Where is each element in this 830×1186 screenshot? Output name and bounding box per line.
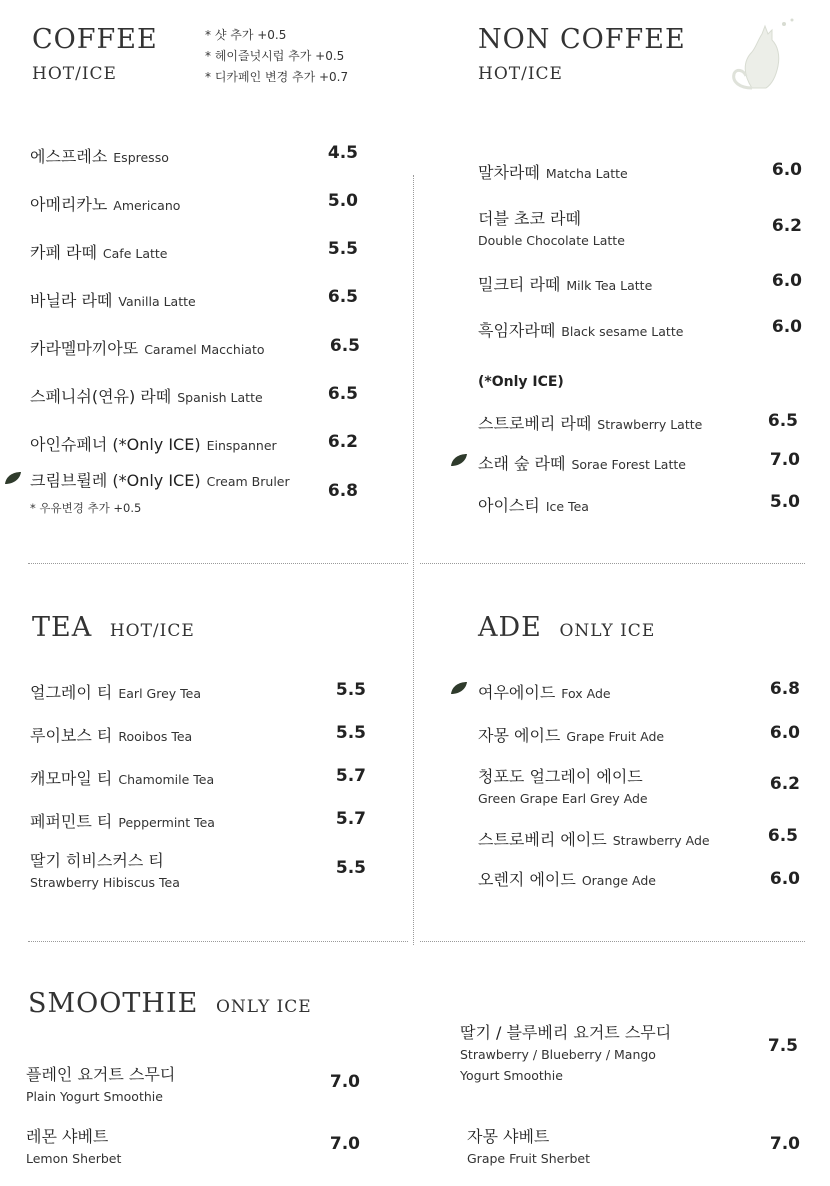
item-name-en: Green Grape Earl Grey Ade — [478, 791, 648, 806]
leaf-icon — [450, 453, 468, 467]
item-name-ko: 여우에이드 — [478, 683, 556, 702]
menu-item-berry-yogurt-smoothie — [460, 1020, 671, 1083]
price-einspanner: 6.2 — [327, 432, 358, 452]
divider-right-top — [420, 563, 805, 564]
menu-item-milk-tea-latte — [478, 272, 652, 295]
menu-item-strawberry-ade — [478, 827, 710, 850]
divider-right-bottom — [420, 941, 805, 942]
coffee-note-3: * 디카페인 변경 추가 +0.7 — [205, 70, 349, 84]
item-name-ko: 아메리카노 — [30, 195, 108, 214]
price-spanish-latte: 6.5 — [327, 384, 358, 404]
item-name-en: Americano — [113, 198, 181, 213]
price-cafe-latte: 5.5 — [327, 239, 358, 259]
tea-title — [32, 612, 195, 643]
tea-subtitle: HOT/ICE — [109, 621, 195, 641]
coffee-note-1: * 샷 추가 +0.5 — [205, 28, 287, 42]
menu-item-americano — [30, 192, 180, 215]
price-plain-yogurt-smoothie: 7.0 — [329, 1072, 360, 1092]
item-name-en: Spanish Latte — [177, 390, 263, 405]
leaf-icon — [450, 681, 468, 695]
item-name-en: Caramel Macchiato — [144, 342, 265, 357]
price-strawberry-ade: 6.5 — [767, 826, 798, 846]
menu-item-chamomile-tea — [30, 766, 214, 789]
item-name-ko: 청포도 얼그레이 에이드 — [478, 767, 643, 786]
menu-item-lemon-sherbet — [26, 1124, 121, 1166]
menu-item-fox-ade — [478, 680, 611, 703]
item-name-en: Orange Ade — [581, 873, 656, 888]
menu-item-strawberry-latte — [478, 411, 702, 434]
vertical-divider — [413, 175, 414, 945]
item-name-ko: 레몬 샤베트 — [26, 1127, 109, 1146]
item-name-ko: 아이스티 — [478, 496, 540, 515]
item-name-ko: 말차라떼 — [478, 163, 540, 182]
item-name-en: Earl Grey Tea — [118, 686, 201, 701]
item-name-ko: 에스프레소 — [30, 147, 108, 166]
price-vanilla-latte: 6.5 — [327, 287, 358, 307]
menu-item-orange-ade — [478, 867, 656, 890]
item-name-ko: 아인슈페너 (*Only ICE) — [30, 435, 201, 454]
price-strawberry-latte: 6.5 — [767, 411, 798, 431]
item-name-en-line-1: Strawberry / Blueberry / Mango — [460, 1047, 656, 1062]
item-name-ko: 자몽 에이드 — [478, 726, 561, 745]
item-name-ko: 밀크티 라떼 — [478, 275, 561, 294]
menu-item-black-sesame-latte — [478, 318, 683, 341]
noncoffee-title: NON COFFEE — [478, 24, 686, 55]
price-berry-yogurt-smoothie: 7.5 — [767, 1036, 798, 1056]
item-name-ko: 스트로베리 에이드 — [478, 830, 607, 849]
item-name-en: Black sesame Latte — [561, 324, 684, 339]
menu-item-sorae-forest-latte — [478, 451, 686, 474]
milk-change-note: * 우유변경 추가 +0.5 — [30, 501, 142, 515]
menu-item-peppermint-tea — [30, 809, 215, 832]
price-earl-grey-tea: 5.5 — [335, 680, 366, 700]
menu-item-vanilla-latte — [30, 288, 196, 311]
item-name-en: Grape Fruit Ade — [566, 729, 665, 744]
item-name-en: Chamomile Tea — [118, 772, 215, 787]
price-grape-fruit-sherbet: 7.0 — [769, 1134, 800, 1154]
item-name-en: Double Chocolate Latte — [478, 233, 625, 248]
price-espresso: 4.5 — [327, 143, 358, 163]
price-lemon-sherbet: 7.0 — [329, 1134, 360, 1154]
smoothie-title — [28, 988, 312, 1019]
menu-item-spanish-latte — [30, 384, 263, 407]
menu-item-cafe-latte — [30, 240, 168, 263]
coffee-subtitle: HOT/ICE — [32, 64, 117, 84]
price-sorae-forest-latte: 7.0 — [769, 450, 800, 470]
item-name-en: Ice Tea — [545, 499, 589, 514]
item-name-ko: 소래 숲 라떼 — [478, 454, 566, 473]
item-name-en: Lemon Sherbet — [26, 1151, 122, 1166]
item-name-en: Strawberry Hibiscus Tea — [30, 875, 180, 890]
item-name-en: Rooibos Tea — [118, 729, 193, 744]
item-name-ko: 바닐라 라떼 — [30, 291, 113, 310]
item-name-ko: 페퍼민트 티 — [30, 812, 113, 831]
price-black-sesame-latte: 6.0 — [771, 317, 802, 337]
item-name-ko: 캐모마일 티 — [30, 769, 113, 788]
price-chamomile-tea: 5.7 — [335, 766, 366, 786]
price-strawberry-hibiscus-tea: 5.5 — [335, 858, 366, 878]
item-name-en: Cream Bruler — [206, 474, 290, 489]
menu-item-matcha-latte — [478, 160, 628, 183]
item-name-en: Cafe Latte — [102, 246, 168, 261]
item-name-ko: 크림브륄레 (*Only ICE) — [30, 471, 201, 490]
coffee-note-2: * 헤이즐넛시럽 추가 +0.5 — [205, 49, 345, 63]
price-ice-tea: 5.0 — [769, 492, 800, 512]
item-name-ko: 카라멜마끼아또 — [30, 339, 139, 358]
item-name-ko: 딸기 / 블루베리 요거트 스무디 — [460, 1023, 672, 1042]
item-name-en: Plain Yogurt Smoothie — [26, 1089, 163, 1104]
price-caramel-macchiato: 6.5 — [329, 336, 360, 356]
menu-item-einspanner — [30, 432, 277, 455]
menu-item-grape-fruit-sherbet — [467, 1124, 590, 1166]
item-name-en: Strawberry Ade — [612, 833, 710, 848]
menu-item-green-grape-earl-grey-ade — [478, 764, 648, 806]
item-name-ko: 카페 라떼 — [30, 243, 97, 262]
item-name-en: Matcha Latte — [545, 166, 628, 181]
item-name-ko: 스페니쉬(연유) 라떼 — [30, 387, 172, 406]
menu-item-strawberry-hibiscus-tea — [30, 848, 180, 890]
menu-item-plain-yogurt-smoothie — [26, 1062, 175, 1104]
noncoffee-subtitle: HOT/ICE — [478, 64, 563, 84]
menu-item-earl-grey-tea — [30, 680, 201, 703]
item-name-en: Peppermint Tea — [118, 815, 215, 830]
item-name-en: Sorae Forest Latte — [571, 457, 686, 472]
divider-left-top — [28, 563, 408, 564]
tea-title-text: TEA — [32, 612, 93, 643]
menu-item-cream-bruler — [30, 468, 290, 491]
menu-item-grape-fruit-ade — [478, 723, 664, 746]
item-name-ko: 더블 초코 라떼 — [478, 209, 581, 228]
item-name-ko: 자몽 샤베트 — [467, 1127, 550, 1146]
item-name-en: Espresso — [113, 150, 169, 165]
menu-item-caramel-macchiato — [30, 336, 265, 359]
divider-left-bottom — [28, 941, 408, 942]
smoothie-title-text: SMOOTHIE — [28, 988, 199, 1019]
price-fox-ade: 6.8 — [769, 679, 800, 699]
coffee-title: COFFEE — [32, 24, 158, 55]
price-cream-bruler: 6.8 — [327, 481, 358, 501]
price-orange-ade: 6.0 — [769, 869, 800, 889]
price-americano: 5.0 — [327, 191, 358, 211]
item-name-ko: 플레인 요거트 스무디 — [26, 1065, 176, 1084]
price-milk-tea-latte: 6.0 — [771, 271, 802, 291]
item-name-en: Fox Ade — [561, 686, 611, 701]
leaf-icon — [4, 471, 22, 485]
item-name-en: Milk Tea Latte — [566, 278, 653, 293]
item-name-en-line-2: Yogurt Smoothie — [460, 1068, 563, 1083]
price-green-grape-earl-grey-ade: 6.2 — [769, 774, 800, 794]
item-name-en: Strawberry Latte — [597, 417, 703, 432]
item-name-ko: 루이보스 티 — [30, 726, 113, 745]
menu-item-rooibos-tea — [30, 723, 192, 746]
menu-item-espresso — [30, 144, 169, 167]
item-name-en: Grape Fruit Sherbet — [467, 1151, 590, 1166]
ade-title-text: ADE — [478, 612, 542, 643]
price-peppermint-tea: 5.7 — [335, 809, 366, 829]
price-rooibos-tea: 5.5 — [335, 723, 366, 743]
item-name-ko: 오렌지 에이드 — [478, 870, 576, 889]
only-ice-label: (*Only ICE) — [478, 374, 564, 390]
item-name-en: Einspanner — [206, 438, 277, 453]
ade-title — [478, 612, 655, 643]
fox-logo-icon — [722, 14, 802, 94]
item-name-en: Vanilla Latte — [118, 294, 196, 309]
item-name-ko: 흑임자라떼 — [478, 321, 556, 340]
ade-subtitle: ONLY ICE — [559, 621, 656, 641]
price-double-chocolate-latte: 6.2 — [771, 216, 802, 236]
item-name-ko: 딸기 히비스커스 티 — [30, 851, 164, 870]
smoothie-subtitle: ONLY ICE — [215, 997, 312, 1017]
menu-item-double-chocolate-latte — [478, 206, 625, 248]
item-name-ko: 얼그레이 티 — [30, 683, 113, 702]
menu-item-ice-tea — [478, 493, 589, 516]
price-grape-fruit-ade: 6.0 — [769, 723, 800, 743]
price-matcha-latte: 6.0 — [771, 160, 802, 180]
item-name-ko: 스트로베리 라떼 — [478, 414, 592, 433]
